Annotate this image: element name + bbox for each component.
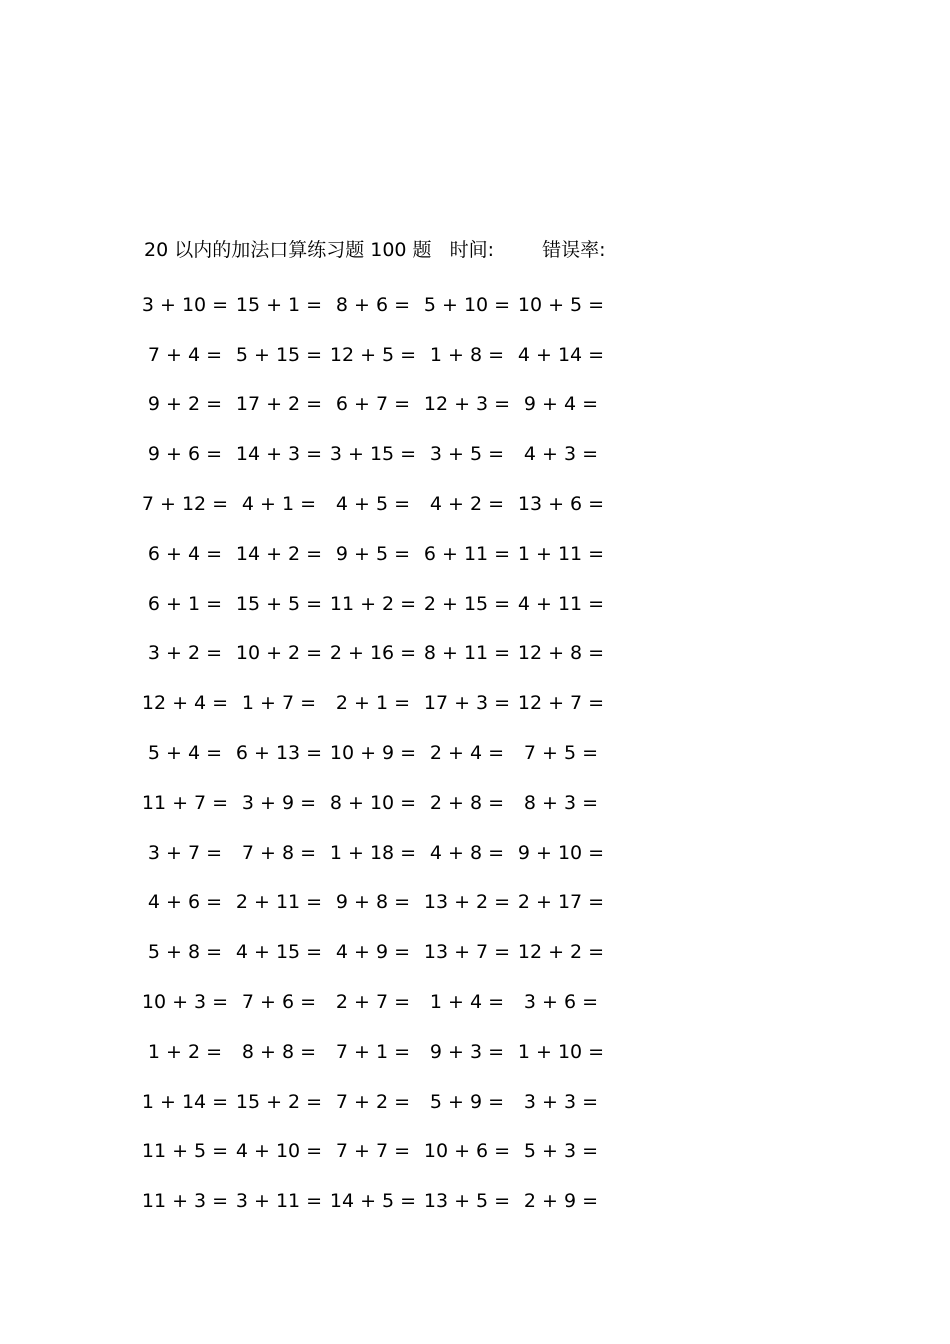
- time-label: 时间:: [449, 239, 495, 261]
- problem-item: 2 + 11 =: [235, 891, 323, 914]
- problem-item: 15 + 5 =: [235, 592, 323, 615]
- worksheet-title: 20 以内的加法口算练习题 100 题: [144, 239, 432, 261]
- problem-item: 1 + 2 =: [147, 1040, 223, 1063]
- problem-item: 2 + 15 =: [423, 592, 511, 615]
- problem-item: 4 + 10 =: [235, 1140, 323, 1163]
- problem-item: 14 + 5 =: [329, 1190, 417, 1213]
- problem-item: 3 + 3 =: [523, 1090, 599, 1113]
- problem-item: 1 + 14 =: [141, 1090, 229, 1113]
- problem-row: [138, 1176, 628, 1226]
- problem-item: 3 + 2 =: [147, 642, 223, 665]
- problem-row: [138, 1127, 628, 1177]
- problem-grid: [138, 280, 628, 1226]
- problem-item: 3 + 11 =: [235, 1190, 323, 1213]
- problem-item: 2 + 4 =: [429, 742, 505, 765]
- problem-item: 5 + 10 =: [423, 293, 511, 316]
- problem-item: 13 + 6 =: [517, 493, 605, 516]
- problem-item: 7 + 8 =: [241, 841, 317, 864]
- problem-item: 5 + 8 =: [147, 941, 223, 964]
- problem-item: 10 + 5 =: [517, 293, 605, 316]
- problem-row: [138, 1027, 628, 1077]
- problem-item: 12 + 2 =: [517, 941, 605, 964]
- problem-item: 17 + 3 =: [423, 692, 511, 715]
- problem-item: 7 + 4 =: [147, 343, 223, 366]
- problem-item: 6 + 11 =: [423, 542, 511, 565]
- problem-item: 8 + 6 =: [335, 293, 411, 316]
- problem-item: 9 + 6 =: [147, 443, 223, 466]
- problem-item: 1 + 18 =: [329, 841, 417, 864]
- problem-row: [138, 728, 628, 778]
- problem-item: 7 + 2 =: [335, 1090, 411, 1113]
- problem-item: 6 + 1 =: [147, 592, 223, 615]
- problem-row: [138, 1077, 628, 1127]
- error-rate-label: 错误率:: [542, 239, 606, 261]
- problem-row: [138, 927, 628, 977]
- problem-item: 4 + 9 =: [335, 941, 411, 964]
- problem-item: 1 + 7 =: [241, 692, 317, 715]
- problem-item: 4 + 2 =: [429, 493, 505, 516]
- problem-item: 4 + 14 =: [517, 343, 605, 366]
- problem-item: 10 + 2 =: [235, 642, 323, 665]
- problem-item: 12 + 5 =: [329, 343, 417, 366]
- problem-item: 8 + 10 =: [329, 791, 417, 814]
- problem-item: 13 + 5 =: [423, 1190, 511, 1213]
- problem-item: 2 + 8 =: [429, 791, 505, 814]
- problem-item: 1 + 4 =: [429, 991, 505, 1014]
- problem-row: [138, 479, 628, 529]
- problem-item: 12 + 8 =: [517, 642, 605, 665]
- problem-item: 9 + 4 =: [523, 393, 599, 416]
- problem-item: 1 + 10 =: [517, 1040, 605, 1063]
- problem-item: 7 + 5 =: [523, 742, 599, 765]
- problem-item: 10 + 6 =: [423, 1140, 511, 1163]
- problem-item: 9 + 3 =: [429, 1040, 505, 1063]
- problem-row: [138, 280, 628, 330]
- problem-item: 14 + 3 =: [235, 443, 323, 466]
- problem-item: 9 + 8 =: [335, 891, 411, 914]
- problem-item: 3 + 5 =: [429, 443, 505, 466]
- problem-item: 2 + 7 =: [335, 991, 411, 1014]
- problem-row: [138, 678, 628, 728]
- problem-item: 15 + 1 =: [235, 293, 323, 316]
- problem-item: 4 + 8 =: [429, 841, 505, 864]
- problem-item: 13 + 7 =: [423, 941, 511, 964]
- problem-row: [138, 529, 628, 579]
- problem-item: 3 + 7 =: [147, 841, 223, 864]
- problem-item: 11 + 7 =: [141, 791, 229, 814]
- problem-row: [138, 380, 628, 430]
- problem-item: 4 + 5 =: [335, 493, 411, 516]
- problem-row: [138, 828, 628, 878]
- problem-item: 12 + 4 =: [141, 692, 229, 715]
- problem-row: [138, 629, 628, 679]
- problem-row: [138, 778, 628, 828]
- problem-row: [138, 977, 628, 1027]
- problem-item: 8 + 8 =: [241, 1040, 317, 1063]
- problem-row: [138, 878, 628, 928]
- problem-item: 3 + 6 =: [523, 991, 599, 1014]
- problem-item: 9 + 5 =: [335, 542, 411, 565]
- problem-item: 2 + 9 =: [523, 1190, 599, 1213]
- problem-item: 3 + 10 =: [141, 293, 229, 316]
- problem-item: 4 + 15 =: [235, 941, 323, 964]
- problem-item: 1 + 11 =: [517, 542, 605, 565]
- problem-item: 5 + 4 =: [147, 742, 223, 765]
- problem-row: [138, 579, 628, 629]
- problem-item: 6 + 13 =: [235, 742, 323, 765]
- problem-item: 3 + 9 =: [241, 791, 317, 814]
- problem-item: 9 + 10 =: [517, 841, 605, 864]
- problem-item: 10 + 9 =: [329, 742, 417, 765]
- problem-item: 1 + 8 =: [429, 343, 505, 366]
- problem-row: [138, 429, 628, 479]
- worksheet-heading: [144, 236, 605, 264]
- problem-item: 4 + 11 =: [517, 592, 605, 615]
- problem-item: 2 + 16 =: [329, 642, 417, 665]
- problem-item: 5 + 9 =: [429, 1090, 505, 1113]
- problem-item: 6 + 4 =: [147, 542, 223, 565]
- problem-row: [138, 330, 628, 380]
- problem-item: 15 + 2 =: [235, 1090, 323, 1113]
- problem-item: 7 + 7 =: [335, 1140, 411, 1163]
- problem-item: 4 + 6 =: [147, 891, 223, 914]
- problem-item: 12 + 7 =: [517, 692, 605, 715]
- problem-item: 11 + 3 =: [141, 1190, 229, 1213]
- problem-item: 7 + 6 =: [241, 991, 317, 1014]
- problem-item: 11 + 5 =: [141, 1140, 229, 1163]
- problem-item: 8 + 3 =: [523, 791, 599, 814]
- problem-item: 13 + 2 =: [423, 891, 511, 914]
- problem-item: 3 + 15 =: [329, 443, 417, 466]
- problem-item: 9 + 2 =: [147, 393, 223, 416]
- problem-item: 5 + 3 =: [523, 1140, 599, 1163]
- problem-item: 7 + 1 =: [335, 1040, 411, 1063]
- problem-item: 4 + 3 =: [523, 443, 599, 466]
- problem-item: 6 + 7 =: [335, 393, 411, 416]
- problem-item: 10 + 3 =: [141, 991, 229, 1014]
- problem-item: 2 + 1 =: [335, 692, 411, 715]
- problem-item: 4 + 1 =: [241, 493, 317, 516]
- problem-item: 2 + 17 =: [517, 891, 605, 914]
- problem-item: 14 + 2 =: [235, 542, 323, 565]
- problem-item: 8 + 11 =: [423, 642, 511, 665]
- problem-item: 5 + 15 =: [235, 343, 323, 366]
- problem-item: 12 + 3 =: [423, 393, 511, 416]
- problem-item: 7 + 12 =: [141, 493, 229, 516]
- problem-item: 17 + 2 =: [235, 393, 323, 416]
- problem-item: 11 + 2 =: [329, 592, 417, 615]
